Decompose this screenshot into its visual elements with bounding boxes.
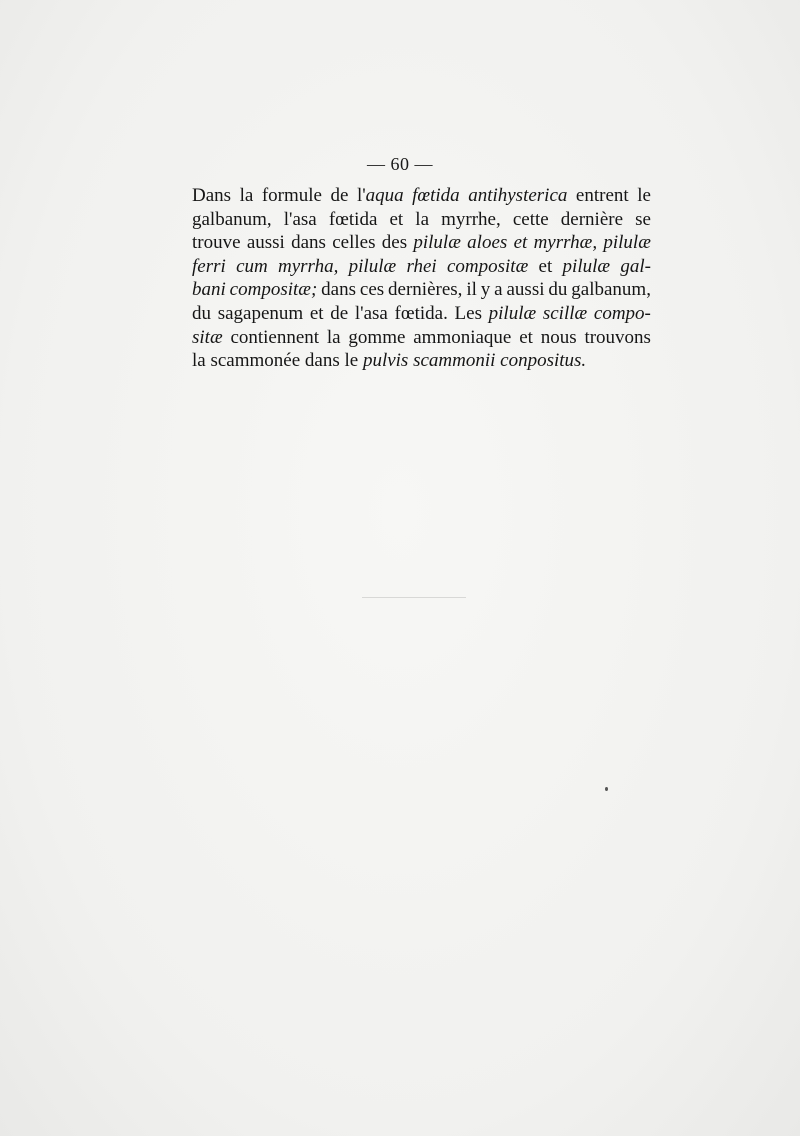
word (192, 231, 241, 255)
italic-text: antihysterica (468, 185, 568, 206)
word (447, 255, 528, 279)
word (466, 278, 477, 302)
word (563, 255, 611, 279)
roman-text: trouvons (584, 326, 651, 348)
word (468, 184, 567, 208)
roman-text: la (326, 326, 341, 348)
word (330, 184, 348, 208)
italic-text: scillæ (542, 302, 588, 324)
roman-text: a (494, 279, 503, 301)
word (413, 231, 461, 255)
roman-text: dans (291, 232, 326, 254)
word (262, 184, 322, 208)
italic-text: compo- (593, 302, 651, 324)
reverse-side-bleed (188, 370, 658, 394)
word (467, 231, 507, 255)
roman-text: celles (332, 232, 376, 254)
faint-rule (362, 597, 466, 598)
italic-text: compositæ (446, 255, 529, 277)
word (620, 255, 651, 279)
roman-text: aussi (506, 279, 545, 301)
word (415, 208, 429, 232)
italic-text: aqua (365, 185, 404, 206)
roman-text: du (192, 302, 211, 324)
roman-text: et (389, 208, 404, 230)
word (240, 184, 254, 208)
word (192, 278, 226, 302)
italic-text: pilulæ (413, 232, 461, 254)
roman-text: galbanum, (571, 279, 651, 301)
word (230, 326, 319, 350)
word (441, 208, 501, 232)
word (278, 255, 338, 279)
word (539, 255, 553, 279)
roman-text: Dans (192, 185, 232, 206)
word (192, 208, 272, 232)
word (355, 302, 388, 326)
text-line (192, 184, 651, 208)
roman-text: dans (321, 279, 356, 301)
italic-text: pilulæ (603, 232, 651, 254)
roman-text: de (330, 302, 349, 324)
italic-text: pilulæ (348, 255, 397, 277)
roman-text: la scammonée dans le (192, 350, 363, 372)
word (192, 184, 231, 208)
roman-text: entrent (575, 185, 629, 206)
word (284, 208, 317, 232)
word (543, 302, 587, 326)
roman-text: l'asa (354, 302, 388, 324)
roman-text: de (330, 185, 349, 206)
roman-text: sagapenum (217, 302, 304, 324)
italic-text: pulvis scammonii conpositus. (362, 350, 587, 372)
word (382, 231, 407, 255)
word (291, 231, 326, 255)
word (413, 326, 511, 350)
roman-text: aussi (246, 232, 285, 254)
italic-text: myrrhæ, (533, 232, 598, 254)
roman-text: ces (359, 279, 385, 301)
roman-text: gomme (348, 326, 406, 348)
roman-text: trouve (192, 232, 241, 254)
word (534, 231, 598, 255)
roman-text: il (466, 279, 477, 301)
word (192, 326, 223, 350)
roman-text: galbanum, (192, 208, 272, 230)
italic-text: et (513, 232, 528, 254)
italic-text: aloes (467, 232, 508, 254)
page-number: — 60 — (367, 154, 433, 174)
word (576, 184, 629, 208)
word (332, 231, 375, 255)
italic-text: rhei (406, 255, 437, 277)
word (360, 278, 384, 302)
italic-text: myrrha, (278, 255, 339, 277)
text-line (192, 231, 651, 255)
word (192, 255, 226, 279)
word (548, 278, 567, 302)
roman-text: dernières, (388, 279, 463, 301)
ink-speck (605, 787, 608, 791)
roman-text: l'asa (283, 208, 317, 230)
roman-text: des (381, 232, 408, 254)
word (635, 208, 651, 232)
roman-text: nous (540, 326, 577, 348)
word (330, 302, 348, 326)
roman-text: ammoniaque (413, 326, 512, 348)
italic-text: pilulæ (562, 255, 611, 277)
roman-text: myrrhe, (441, 208, 501, 230)
roman-text: et (519, 326, 533, 348)
word (412, 184, 460, 208)
italic-text: fœtida (412, 185, 460, 206)
roman-text: Les (454, 302, 482, 324)
body-paragraph (192, 184, 651, 373)
word (357, 184, 404, 208)
word (561, 208, 623, 232)
word (541, 326, 577, 350)
word (349, 255, 397, 279)
roman-text: la (415, 208, 430, 230)
word (247, 231, 285, 255)
word (514, 231, 528, 255)
italic-text: sitæ (192, 326, 223, 348)
roman-text: dernière (560, 208, 624, 230)
word (519, 326, 533, 350)
roman-text: fœtida. (394, 302, 448, 324)
roman-text: du (548, 279, 568, 301)
word (230, 278, 318, 302)
roman-text: l' (356, 185, 366, 206)
roman-text: et (538, 255, 553, 277)
roman-text: et (309, 302, 324, 324)
word (388, 278, 462, 302)
roman-text: contiennent (230, 326, 320, 348)
word (348, 326, 405, 350)
word (455, 302, 482, 326)
text-line (192, 302, 651, 326)
roman-text: la (239, 185, 254, 206)
italic-text: bani (192, 279, 226, 301)
text-line (192, 255, 651, 279)
word (236, 255, 268, 279)
text-line (192, 349, 651, 373)
word (494, 278, 502, 302)
italic-text: pilulæ (488, 302, 537, 324)
roman-text: formule (261, 185, 322, 206)
word (637, 184, 651, 208)
word (481, 278, 491, 302)
word (513, 208, 549, 232)
word (584, 326, 651, 350)
word (389, 208, 403, 232)
roman-text: cette (512, 208, 549, 230)
italic-text: cum (236, 255, 268, 277)
word (329, 208, 378, 232)
italic-text: ferri (192, 255, 226, 277)
word (507, 278, 545, 302)
word (489, 302, 537, 326)
italic-text: compositæ; (229, 279, 318, 301)
text-line (192, 278, 651, 302)
word (406, 255, 436, 279)
word (603, 231, 651, 255)
word (321, 278, 356, 302)
word (218, 302, 303, 326)
roman-text: le (637, 185, 651, 206)
text-line (192, 326, 651, 350)
line-content (192, 349, 586, 373)
word (327, 326, 341, 350)
word (310, 302, 324, 326)
roman-text: fœtida (328, 208, 378, 230)
text-line (192, 208, 651, 232)
word (395, 302, 448, 326)
roman-text: y (480, 279, 491, 301)
word (594, 302, 651, 326)
word (571, 278, 651, 302)
italic-text: gal- (620, 255, 651, 277)
word (192, 302, 211, 326)
roman-text: se (635, 208, 651, 230)
